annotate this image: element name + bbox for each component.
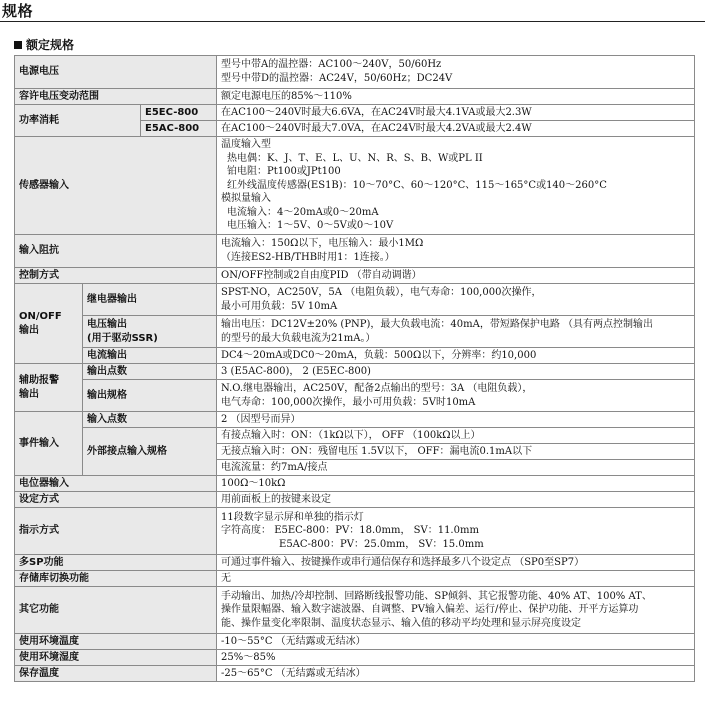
row-value: 25%～85% — [217, 650, 695, 666]
table-row — [15, 235, 695, 268]
section-title — [14, 36, 74, 53]
sub-label: 外部接点输入规格 — [83, 428, 217, 476]
row-value: SPST-NO，AC250V，5A （电阻负载），电气寿命：100,000次操作， 最小可用负载：5V 10mA — [217, 284, 695, 316]
row-value: 电流输入：150Ω以下，电压输入：最小1MΩ （连接ES2-HB/THB时用1：1连接。） — [217, 235, 695, 268]
sub-label: 输出点数 — [83, 364, 217, 380]
table-row — [15, 380, 695, 412]
row-value: 11段数字显示屏和单独的指示灯 字符高度： E5EC-800：PV：18.0mm， SV：11.0mm E5AC-800：PV：25.0mm， SV：15.0mm — [217, 508, 695, 555]
table-row — [15, 89, 695, 105]
row-value: 电流流量：约7mA/接点 — [217, 460, 695, 476]
row-label: 输入阻抗 — [15, 235, 217, 268]
row-label: 传感器输入 — [15, 137, 217, 235]
row-value: 额定电源电压的85%～110% — [217, 89, 695, 105]
row-value: 用前面板上的按键来设定 — [217, 492, 695, 508]
section-title-text: 额定规格 — [26, 38, 75, 52]
table-row — [15, 412, 695, 428]
table-row — [15, 56, 695, 89]
table-row — [15, 571, 695, 587]
table-row — [15, 476, 695, 492]
row-value: 无 — [217, 571, 695, 587]
row-value: 输出电压：DC12V±20% (PNP)，最大负载电流：40mA，带短路保护电路 （具有两点控制输出 的型号的最大负载电流为21mA。） — [217, 316, 695, 348]
row-value: 100Ω～10kΩ — [217, 476, 695, 492]
row-label: ON/OFF 输出 — [15, 284, 83, 364]
table-row — [15, 555, 695, 571]
row-value: 手动输出、加热/冷却控制、回路断线报警功能、SP倾斜、其它报警功能、40% AT、100% AT、 操作量限幅器、输入数字滤波器、自调整、PV输入偏差、运行/停止、保护功能、开平方运算功 能、操作量变化率限制、温度状态显示、输入值的移动平均处理和显示屏亮度设定 — [217, 587, 695, 634]
row-value: ON/OFF控制或2自由度PID （带自动调谐） — [217, 268, 695, 284]
row-label: 保存温度 — [15, 666, 217, 682]
row-label: 指示方式 — [15, 508, 217, 555]
row-label: 容许电压变动范围 — [15, 89, 217, 105]
bullet-square-icon — [14, 41, 22, 49]
row-value: 型号中带A的温控器：AC100～240V，50/60Hz 型号中带D的温控器：AC24V，50/60Hz；DC24V — [217, 56, 695, 89]
row-value: 在AC100～240V时最大6.6VA，在AC24V时最大4.1VA或最大2.3W — [217, 105, 695, 121]
model-label: E5AC-800 — [141, 121, 217, 137]
table-row — [15, 364, 695, 380]
table-row — [15, 428, 695, 444]
table-row — [15, 492, 695, 508]
row-label: 多SP功能 — [15, 555, 217, 571]
table-row — [15, 105, 695, 121]
sub-label: 电流输出 — [83, 348, 217, 364]
row-label: 其它功能 — [15, 587, 217, 634]
spec-table — [14, 55, 695, 682]
table-row — [15, 316, 695, 348]
row-value: -10～55°C （无结露或无结冰） — [217, 634, 695, 650]
table-row — [15, 666, 695, 682]
row-value: DC4～20mA或DC0～20mA，负载：500Ω以下，分辨率：约10,000 — [217, 348, 695, 364]
row-label: 使用环境温度 — [15, 634, 217, 650]
row-value: 有接点输入时：ON：（1kΩ以下）， OFF （100kΩ以上） — [217, 428, 695, 444]
row-label: 电源电压 — [15, 56, 217, 89]
table-row — [15, 284, 695, 316]
table-row — [15, 650, 695, 666]
title-divider — [0, 21, 705, 22]
row-label: 功率消耗 — [15, 105, 141, 137]
table-row — [15, 137, 695, 235]
model-label: E5EC-800 — [141, 105, 217, 121]
row-value: -25～65°C （无结露或无结冰） — [217, 666, 695, 682]
row-label: 事件输入 — [15, 412, 83, 476]
table-row — [15, 587, 695, 634]
page-title: 规格 — [2, 2, 34, 20]
row-label: 使用环境湿度 — [15, 650, 217, 666]
row-value: 可通过事件输入、按键操作或串行通信保存和选择最多八个设定点 （SP0至SP7） — [217, 555, 695, 571]
sub-label: 继电器输出 — [83, 284, 217, 316]
row-label: 辅助报警 输出 — [15, 364, 83, 412]
row-label: 电位器输入 — [15, 476, 217, 492]
sub-label: 输出规格 — [83, 380, 217, 412]
row-label: 设定方式 — [15, 492, 217, 508]
table-row — [15, 508, 695, 555]
row-value: N.O.继电器输出，AC250V，配备2点输出的型号：3A （电阻负载）， 电气寿命：100,000次操作，最小可用负载：5V时10mA — [217, 380, 695, 412]
row-value: 无接点输入时：ON：残留电压 1.5V以下， OFF：漏电流0.1mA以下 — [217, 444, 695, 460]
row-label: 存储库切换功能 — [15, 571, 217, 587]
row-value: 3 (E5AC-800)， 2 (E5EC-800) — [217, 364, 695, 380]
row-value: 温度输入型 热电偶：K、J、T、E、L、U、N、R、S、B、W或PL II 铂电阻：Pt100或JPt100 红外线温度传感器(ES1B)：10～70°C、60～120°C、115～165°C或140～260°C 模拟量输入 电流输入：4～20mA或0～20mA 电压输入：1～5V、0～5V或0～10V — [217, 137, 695, 235]
table-row — [15, 634, 695, 650]
row-value: 在AC100～240V时最大7.0VA，在AC24V时最大4.2VA或最大2.4W — [217, 121, 695, 137]
table-row — [15, 268, 695, 284]
table-row — [15, 348, 695, 364]
row-value: 2 （因型号而异） — [217, 412, 695, 428]
row-label: 控制方式 — [15, 268, 217, 284]
sub-label: 输入点数 — [83, 412, 217, 428]
sub-label: 电压输出 (用于驱动SSR) — [83, 316, 217, 348]
